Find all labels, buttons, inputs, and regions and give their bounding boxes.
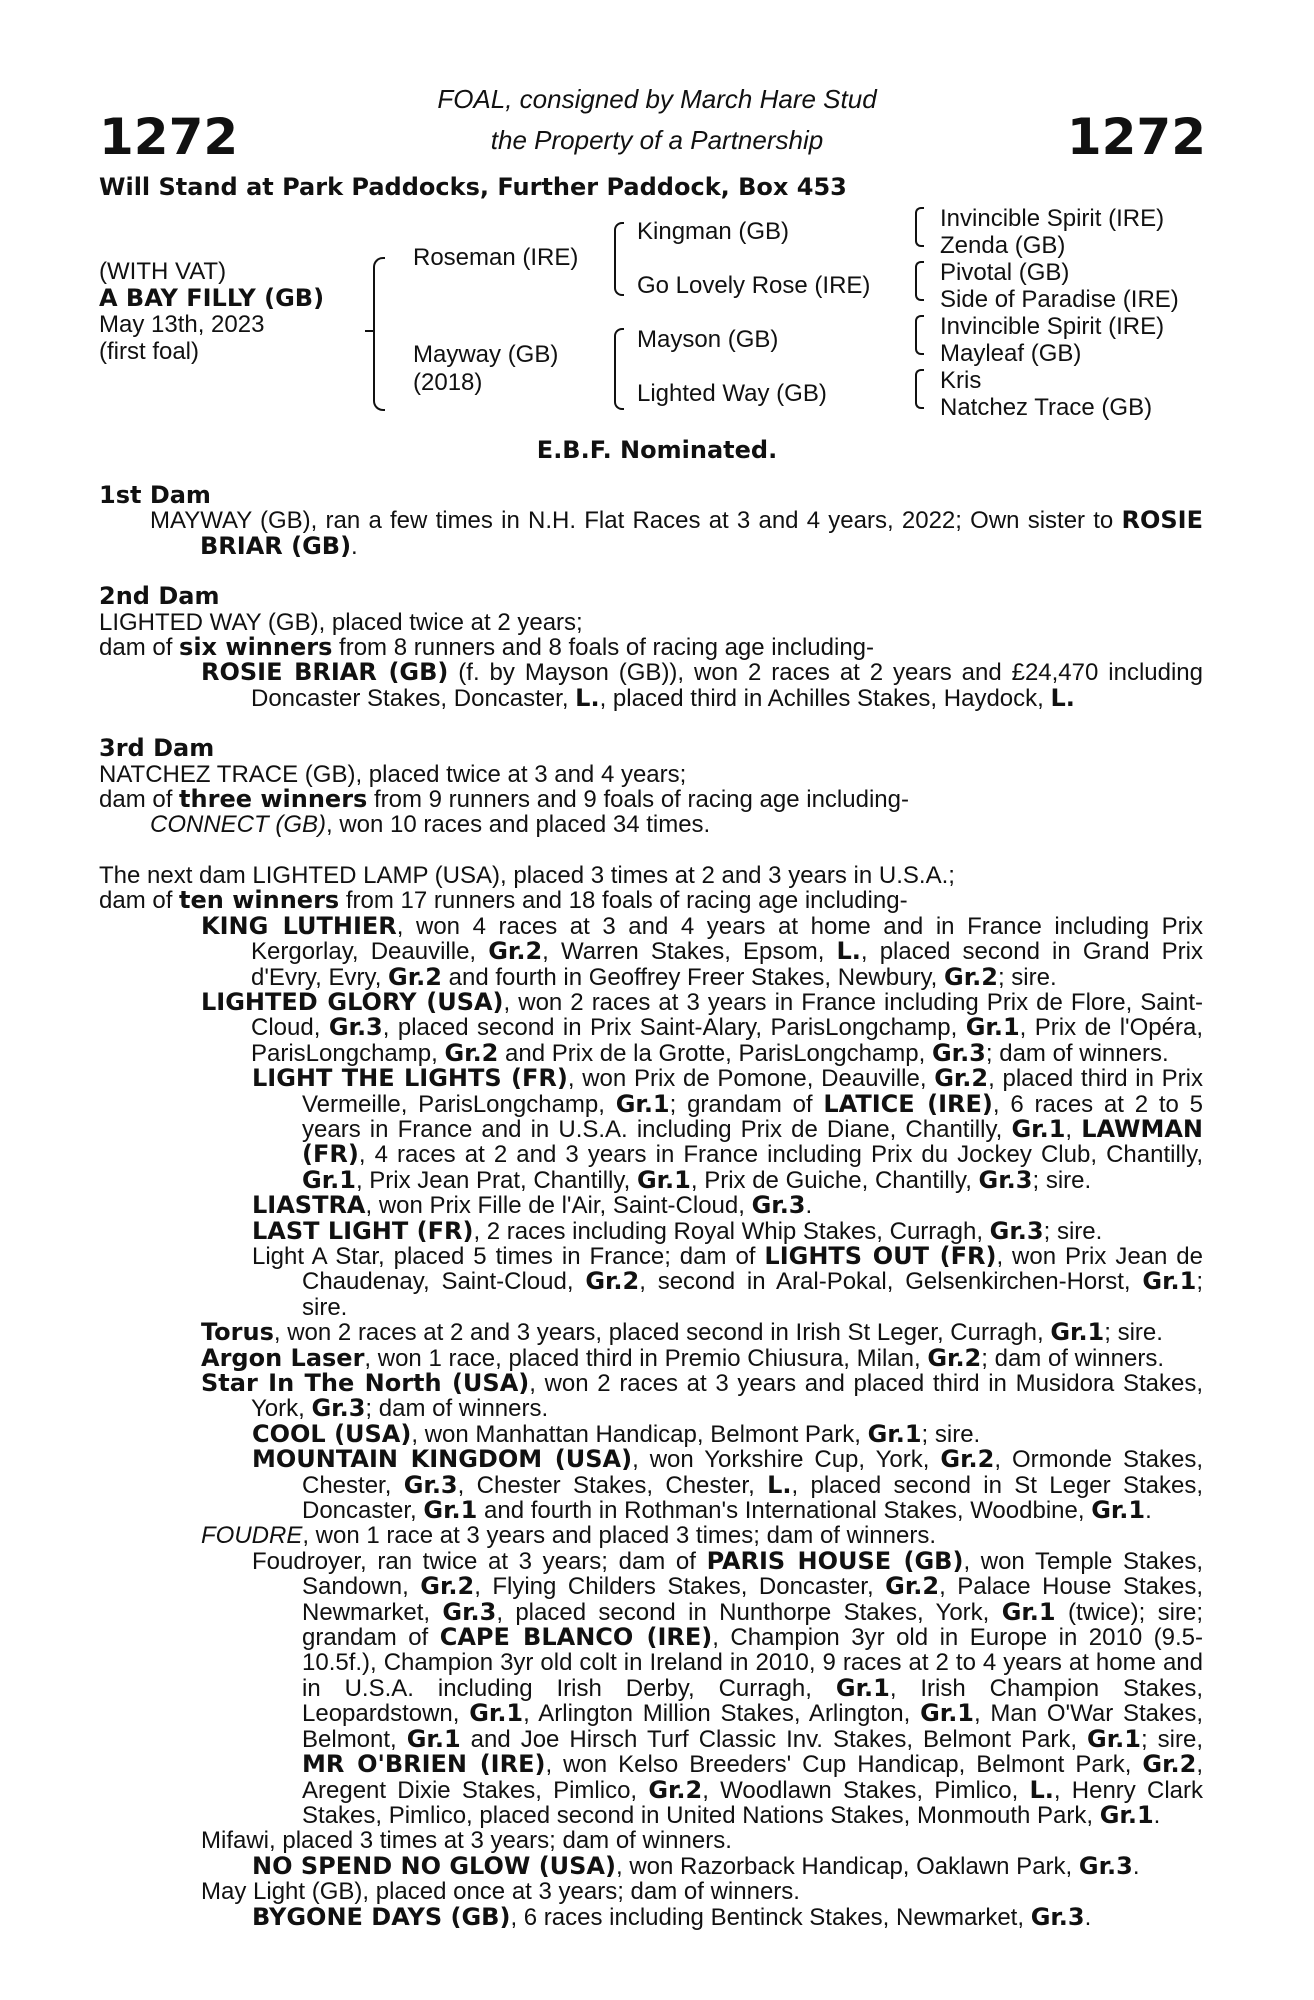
entry-lighted-glory: LIGHTED GLORY (USA), won 2 races at 3 years in France including Prix de Flore, Saint-Cloud, Gr.3, placed second in Prix Saint-Alary, ParisLongchamp, Gr.1, Prix de l'Opéra, ParisLongchamp, Gr.2 and Prix de la Grotte, ParisLongchamp, Gr.3; dam of winners. [201, 987, 1203, 1067]
gen4-6: Mayleaf (GB) [940, 340, 1082, 367]
stand-location: Will Stand at Park Paddocks, Further Paddock, Box 453 [99, 173, 847, 201]
first-dam-text: MAYWAY (GB), ran a few times in N.H. Flat Races at 3 and 4 years, 2022; Own sister to ROSIE BRIAR (GB). [150, 506, 1203, 560]
pedigree-brace-3b [915, 261, 924, 301]
gen4-4: Side of Paradise (IRE) [940, 286, 1179, 313]
third-dam-text: NATCHEZ TRACE (GB), placed twice at 3 and 4 years; [99, 760, 687, 788]
gen4-2: Zenda (GB) [940, 232, 1066, 259]
gen3-2: Go Lovely Rose (IRE) [637, 272, 871, 299]
pedigree-brace-1 [373, 257, 385, 411]
pedigree-brace-3c [915, 315, 924, 355]
second-dam-produce: dam of six winners from 8 runners and 8 foals of racing age including- [99, 633, 875, 662]
entry-argon-laser: Argon Laser, won 1 race, placed third in Premio Chiusura, Milan, Gr.2; dam of winners. [201, 1343, 1165, 1372]
pedigree-brace-3d [915, 369, 924, 409]
entry-light-the-lights: LIGHT THE LIGHTS (FR), won Prix de Pomone, Deauville, Gr.2, placed third in Prix Vermeille, ParisLongchamp, Gr.1; grandam of LATICE (IRE), 6 races at 2 to 5 years in France and in U.S.A. including Prix de Diane, Chantilly, Gr.1, LAWMAN (FR), 4 races at 2 and 3 years in France including Prix du Jockey Club, Chantilly, Gr.1, Prix Jean Prat, Chantilly, Gr.1, Prix de Guiche, Chantilly, Gr.3; sire. [252, 1064, 1204, 1194]
entry-last-light: LAST LIGHT (FR), 2 races including Royal Whip Stakes, Curragh, Gr.3; sire. [252, 1216, 1103, 1245]
entry-king-luthier: KING LUTHIER, won 4 races at 3 and 4 years at home and in France including Prix Kergorlay, Deauville, Gr.2, Warren Stakes, Epsom, L., placed second in Grand Prix d'Evry, Evry, Gr.2 and fourth in Geoffrey Freer Stakes, Newbury, Gr.2; sire. [201, 911, 1204, 991]
third-dam-produce: dam of three winners from 9 runners and 9 foals of racing age including- [99, 785, 909, 814]
entry-bygone-days: BYGONE DAYS (GB), 6 races including Bentinck Stakes, Newmarket, Gr.3. [252, 1902, 1092, 1931]
entry-torus: Torus, won 2 races at 2 and 3 years, placed second in Irish St Leger, Curragh, Gr.1; sire. [201, 1318, 1163, 1347]
third-dam-winner-1: CONNECT (GB), won 10 races and placed 34 times. [150, 811, 711, 839]
third-dam-heading: 3rd Dam [99, 734, 215, 763]
gen4-3: Pivotal (GB) [940, 259, 1070, 286]
dam-name: Mayway (GB) [413, 341, 559, 368]
first-dam-heading: 1st Dam [99, 481, 211, 509]
dam-year: (2018) [413, 369, 483, 396]
gen4-5: Invincible Spirit (IRE) [940, 313, 1165, 340]
foaling-date: May 13th, 2023 [99, 311, 265, 338]
catalogue-body [99, 483, 1203, 1930]
gen4-1: Invincible Spirit (IRE) [940, 205, 1165, 232]
entry-liastra: LIASTRA, won Prix Fille de l'Air, Saint-Cloud, Gr.3. [252, 1191, 813, 1220]
second-dam-heading: 2nd Dam [99, 582, 220, 611]
pedigree-brace-2a [614, 222, 624, 296]
entry-foudroyer: Foudroyer, ran twice at 3 years; dam of PARIS HOUSE (GB), won Temple Stakes, Sandown, Gr.2, Flying Childers Stakes, Doncaster, Gr.2, Palace House Stakes, Newmarket, Gr.3, placed second in Nunthorpe Stakes, York, Gr.1 (twice); sire; grandam of CAPE BLANCO (IRE), Champion 3yr old in Europe in 2010 (9.5-10.5f.), Champion 3yr old colt in Ireland in 2010, 9 races at 2 to 4 years at home and in U.S.A. including Irish Derby, Curragh, Gr.1, Irish Champion Stakes, Leopardstown, Gr.1, Arlington Million Stakes, Arlington, Gr.1, Man O'War Stakes, Belmont, Gr.1 and Joe Hirsch Turf Classic Inv. Stakes, Belmont Park, Gr.1; sire, MR O'BRIEN (IRE), won Kelso Breeders' Cup Handicap, Belmont Park, Gr.2, Aregent Dixie Stakes, Pimlico, Gr.2, Woodlawn Stakes, Pimlico, L., Henry Clark Stakes, Pimlico, placed second in United Nations Stakes, Monmouth Park, Gr.1. [252, 1546, 1204, 1829]
consignor-line: FOAL, consigned by March Hare Stud [437, 84, 877, 114]
next-dam-produce: dam of ten winners from 17 runners and 18 foals of racing age including- [99, 886, 908, 915]
pedigree-brace-1-tick [365, 330, 375, 332]
entry-light-a-star: Light A Star, placed 5 times in France; dam of LIGHTS OUT (FR), won Prix Jean de Chaudenay, Saint-Cloud, Gr.2, second in Aral-Pokal, Gelsenkirchen-Horst, Gr.1; sire. [252, 1241, 1204, 1321]
gen3-3: Mayson (GB) [637, 326, 779, 353]
entry-may-light: May Light (GB), placed once at 3 years; dam of winners. [201, 1878, 800, 1906]
entry-star-in-the-north: Star In The North (USA), won 2 races at 3 years and placed third in Musidora Stakes, York, Gr.3; dam of winners. [201, 1369, 1203, 1423]
gen3-4: Lighted Way (GB) [637, 380, 827, 407]
entry-mountain-kingdom: MOUNTAIN KINGDOM (USA), won Yorkshire Cup, York, Gr.2, Ormonde Stakes, Chester, Gr.3, Chester Stakes, Chester, L., placed second in St Leger Stakes, Doncaster, Gr.1 and fourth in Rothman's International Stakes, Woodbine, Gr.1. [252, 1445, 1203, 1525]
entry-mifawi: Mifawi, placed 3 times at 3 years; dam of winners. [201, 1827, 732, 1855]
sire-name: Roseman (IRE) [413, 244, 579, 271]
pedigree-brace-3a [915, 207, 924, 247]
entry-cool: COOL (USA), won Manhattan Handicap, Belmont Park, Gr.1; sire. [252, 1419, 981, 1448]
foal-note: (first foal) [99, 338, 200, 365]
gen4-7: Kris [940, 367, 982, 394]
gen3-1: Kingman (GB) [637, 218, 790, 245]
next-dam-text: The next dam LIGHTED LAMP (USA), placed 3 times at 2 and 3 years in U.S.A.; [99, 861, 955, 889]
second-dam-winner-1: ROSIE BRIAR (GB) (f. by Mayson (GB)), won 2 races at 2 years and £24,470 including Doncaster Stakes, Doncaster, L., placed third in Achilles Stakes, Haydock, L. [201, 658, 1203, 712]
second-dam-text: LIGHTED WAY (GB), placed twice at 2 years; [99, 608, 583, 636]
lot-number-left: 1272 [99, 108, 239, 166]
entry-foudre: FOUDRE, won 1 race at 3 years and placed 3 times; dam of winners. [201, 1522, 936, 1550]
vat-note: (WITH VAT) [99, 258, 227, 285]
entry-no-spend-no-glow: NO SPEND NO GLOW (USA), won Razorback Handicap, Oaklawn Park, Gr.3. [252, 1851, 1140, 1880]
pedigree-brace-2b [614, 328, 624, 410]
lot-title: A BAY FILLY (GB) [99, 284, 325, 312]
property-line: the Property of a Partnership [490, 125, 824, 155]
gen4-8: Natchez Trace (GB) [940, 394, 1153, 421]
lot-number-right: 1272 [1066, 108, 1206, 166]
ebf-nominated: E.B.F. Nominated. [536, 436, 778, 464]
